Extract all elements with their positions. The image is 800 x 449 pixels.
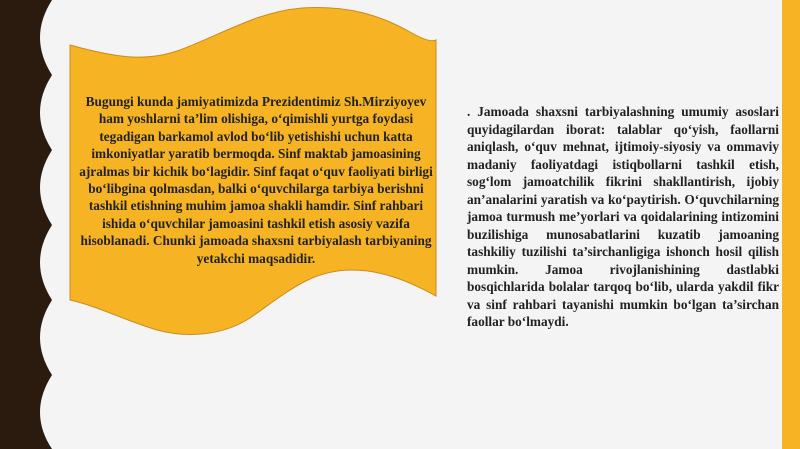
banner-text: Bugungi kunda jamiyatimizda Prezidentimiz Sh.Mirziyoyev ham yoshlarni ta’lim olishiga, o‘qimishli yurtga foydasi tegadigan barkamol avlod bo‘lib yetishishi uchun katta imkoniyatlar yaratib bermoqda. Sinf maktab jamoasining ajralmas bir kichik bo‘lagidir. Sinf faqat o‘quv faoliyati birligi bo‘libgina qolmasdan, balki o‘quvchilarga tarbiya berishni tashkil etishning muhim jamoa shakli hamdir. Sinf rahbari ishida o‘quvchilar jamoasini tashkil etish asosiy vazifa hisoblanadi. Chunki jamoada shaxsni tarbiyalash tarbiyaning yetakchi maqsadidir. [79,94,433,266]
right-accent-stripe [782,0,800,449]
left-wave-border [0,0,60,449]
body-text: . Jamoada shaxsni tarbiyalashning umumiy asoslari quyidagilardan iborat: talablar qo‘yish, faollarni aniqlash, o‘quv mehnat, ijtimoiy-siyosiy va ommaviy madaniy faoliyatdagi istiqbollarni tashkil etish, sog‘lom jamoatchilik fikrini shakllantirish, ijobiy an’analarini yaratish va ko‘paytirish. O‘quvchilarning jamoa turmush me’yorlari va qoidalarining intizomini buzilishiga munosabatlarini kuzatib jamoaning tashkiliy tuzilishi ta’sirchanligiga ishonch hosil qilish mumkin. Jamoa rivojlanishining dastlabki bosqichlarida bolalar tarqoq bo‘lib, ularda yakdil fikr va sinf rahbari tayanishi mumkin bo‘lgan ta’sirchan faollar bo‘lmaydi. [467,104,779,329]
